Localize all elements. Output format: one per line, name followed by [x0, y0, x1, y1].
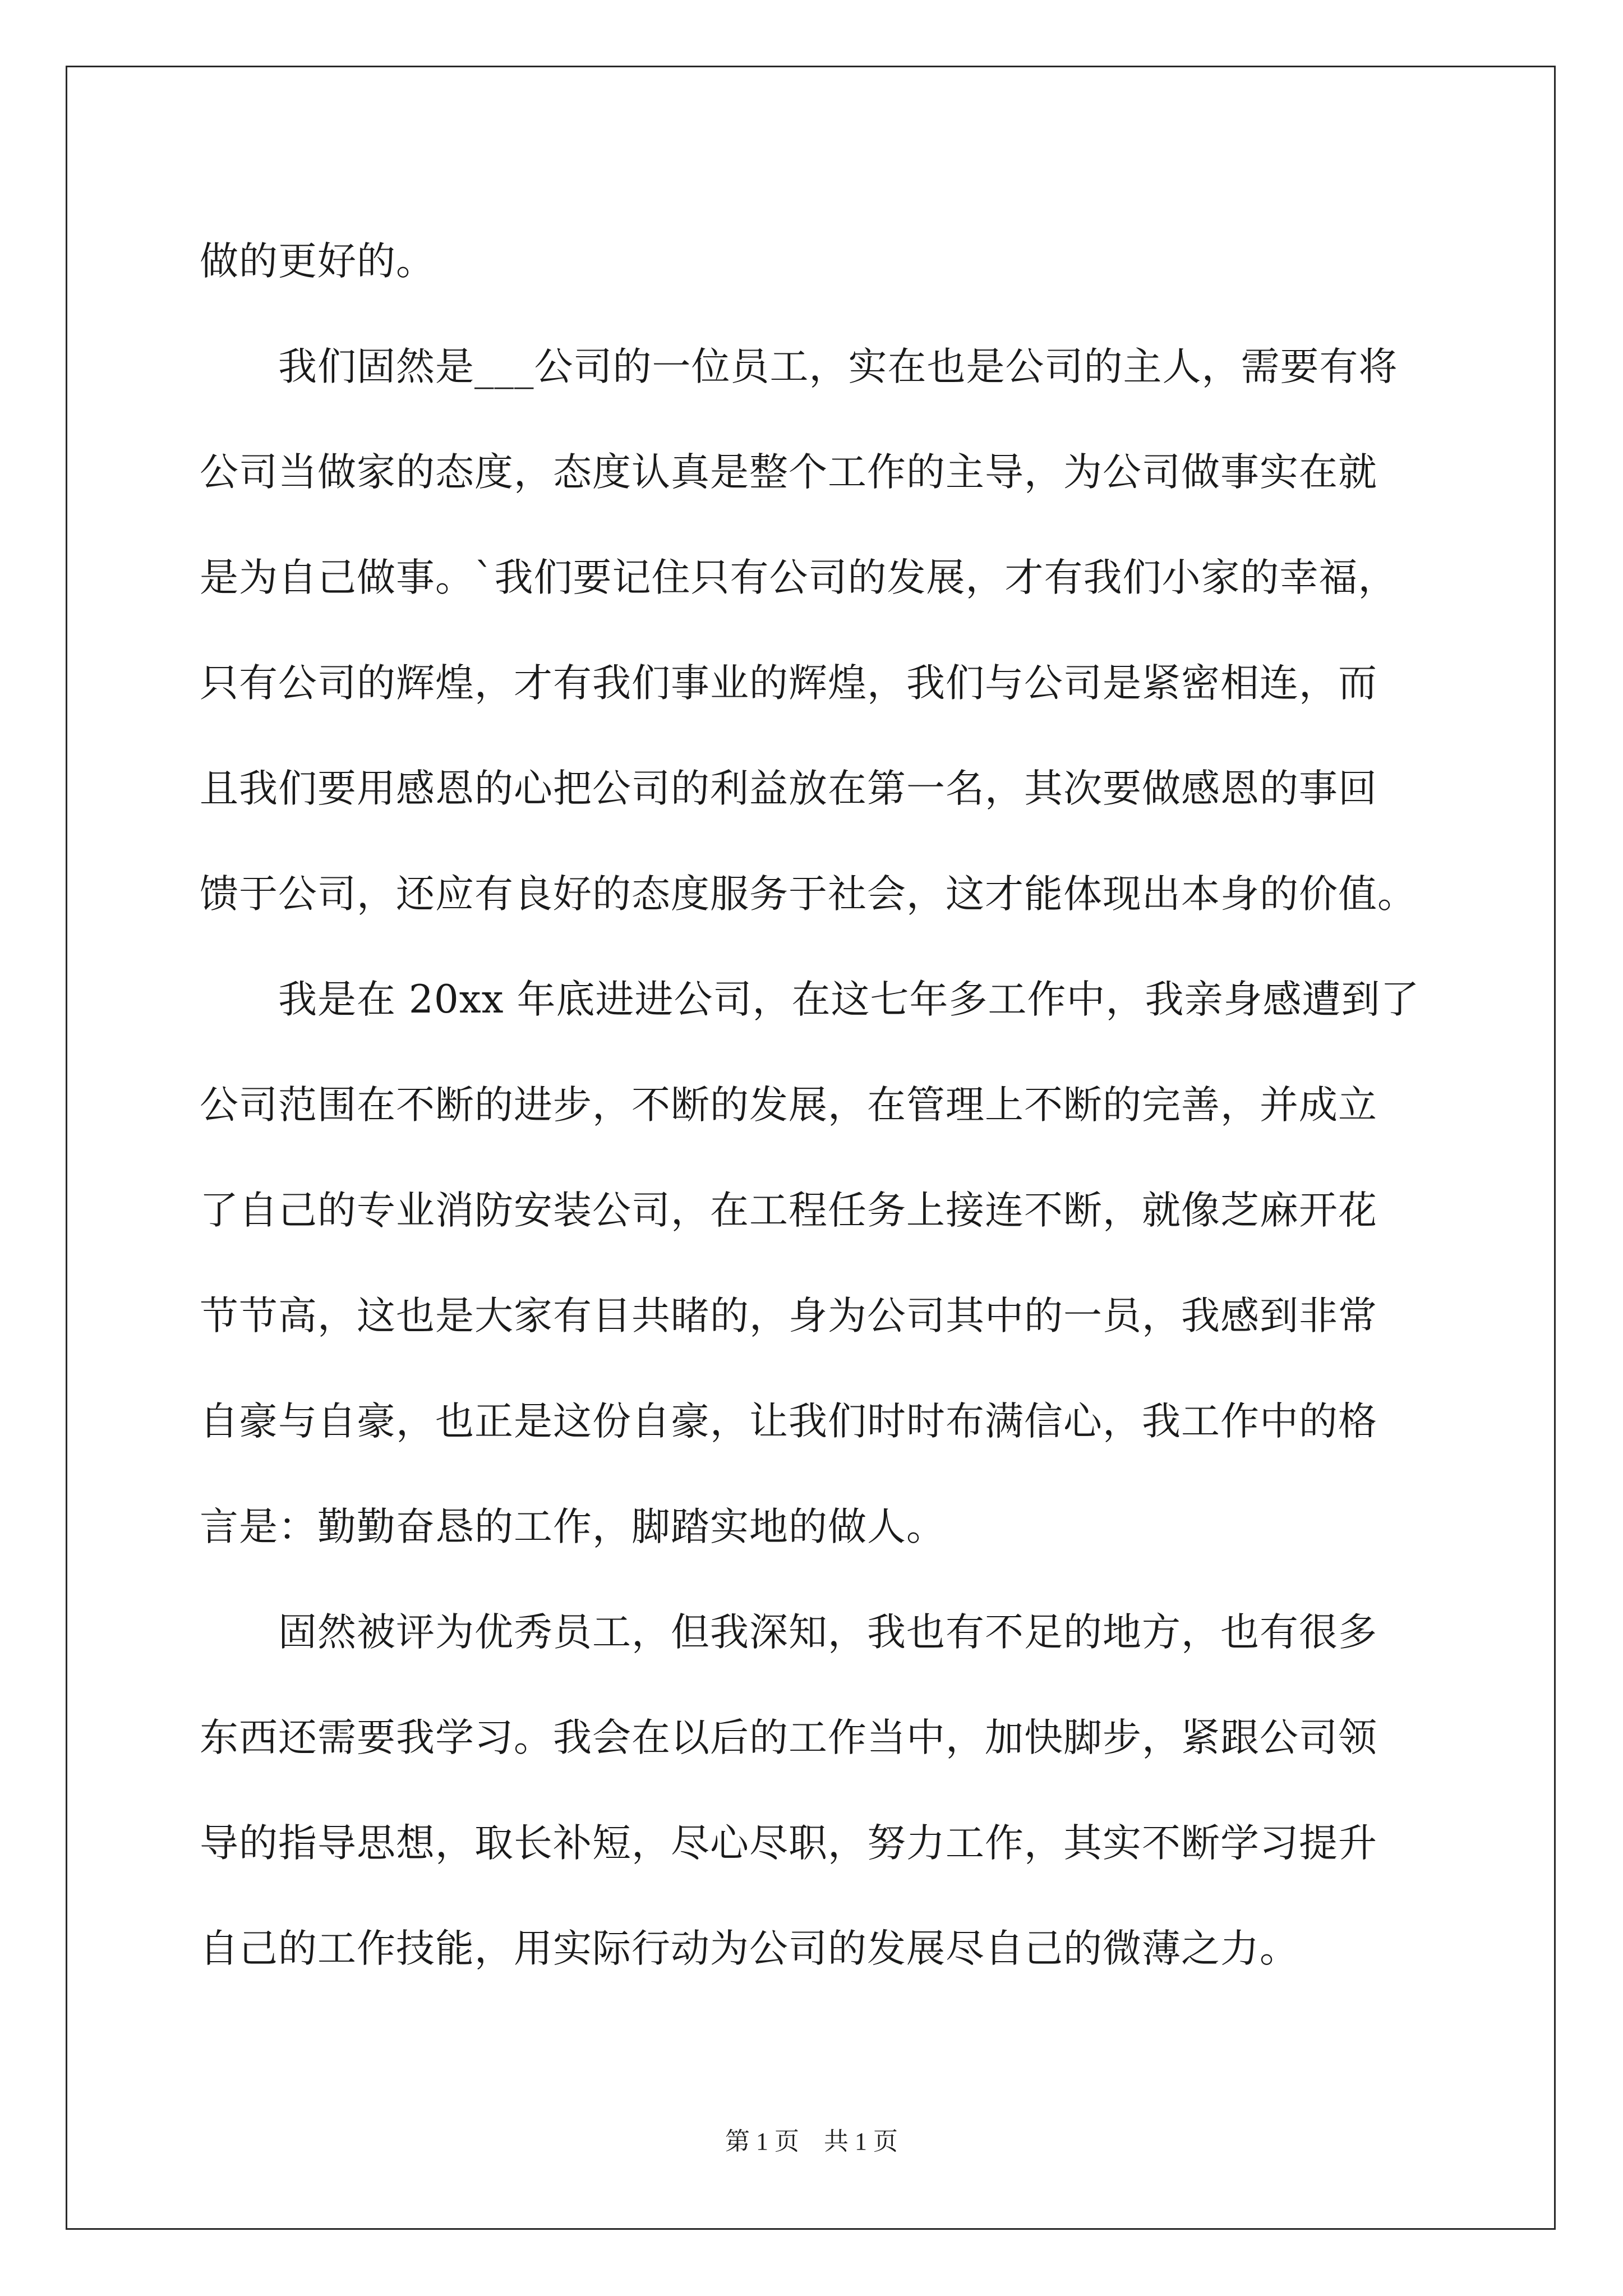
- text-line: 导的指导思想，取长补短，尽心尽职，努力工作，其实不断学习提升: [200, 1821, 1377, 1866]
- text-line: 言是：勤勤奋恳的工作，脚踏实地的做人。: [200, 1504, 946, 1549]
- paragraph: [200, 1580, 1437, 2001]
- paragraph: [200, 947, 1437, 1580]
- paragraph: [200, 314, 1437, 947]
- text-line: 我是在 20xx 年底进进公司，在这七年多工作中，我亲身感遭到了: [200, 977, 1420, 1022]
- text-line: 馈于公司，还应有良好的态度服务于社会，这才能体现出本身的价值。: [200, 872, 1417, 917]
- page-footer: [0, 2125, 1623, 2159]
- text-line: 且我们要用感恩的心把公司的利益放在第一名，其次要做感恩的事回: [200, 766, 1377, 811]
- text-line: 固然被评为优秀员工，但我深知，我也有不足的地方，也有很多: [200, 1610, 1377, 1655]
- text-line: 是为自己做事。`我们要记住只有公司的发展，才有我们小家的幸福，: [200, 555, 1398, 600]
- page-number: 第 1 页 共 1 页: [725, 2128, 898, 2155]
- text-line: 公司范围在不断的进步，不断的发展，在管理上不断的完善，并成立: [200, 1083, 1377, 1128]
- text-line: 只有公司的辉煌，才有我们事业的辉煌，我们与公司是紧密相连，而: [200, 661, 1377, 706]
- text-line: 自豪与自豪，也正是这份自豪，让我们时时布满信心，我工作中的格: [200, 1399, 1377, 1444]
- text-line: 我们固然是___公司的一位员工，实在也是公司的主人，需要有将: [200, 344, 1398, 389]
- text-line: 东西还需要我学习。我会在以后的工作当中，加快脚步，紧跟公司领: [200, 1715, 1377, 1760]
- text-line: 公司当做家的态度，态度认真是整个工作的主导，为公司做事实在就: [200, 450, 1377, 495]
- text-line: 节节高，这也是大家有目共睹的，身为公司其中的一员，我感到非常: [200, 1294, 1377, 1338]
- document-body: [200, 209, 1437, 2001]
- text-line: 自己的工作技能，用实际行动为公司的发展尽自己的微薄之力。: [200, 1926, 1299, 1971]
- text-line: 做的更好的。: [200, 239, 435, 284]
- text-line: 了自己的专业消防安装公司，在工程任务上接连不断，就像芝麻开花: [200, 1188, 1377, 1233]
- paragraph: [200, 209, 1437, 314]
